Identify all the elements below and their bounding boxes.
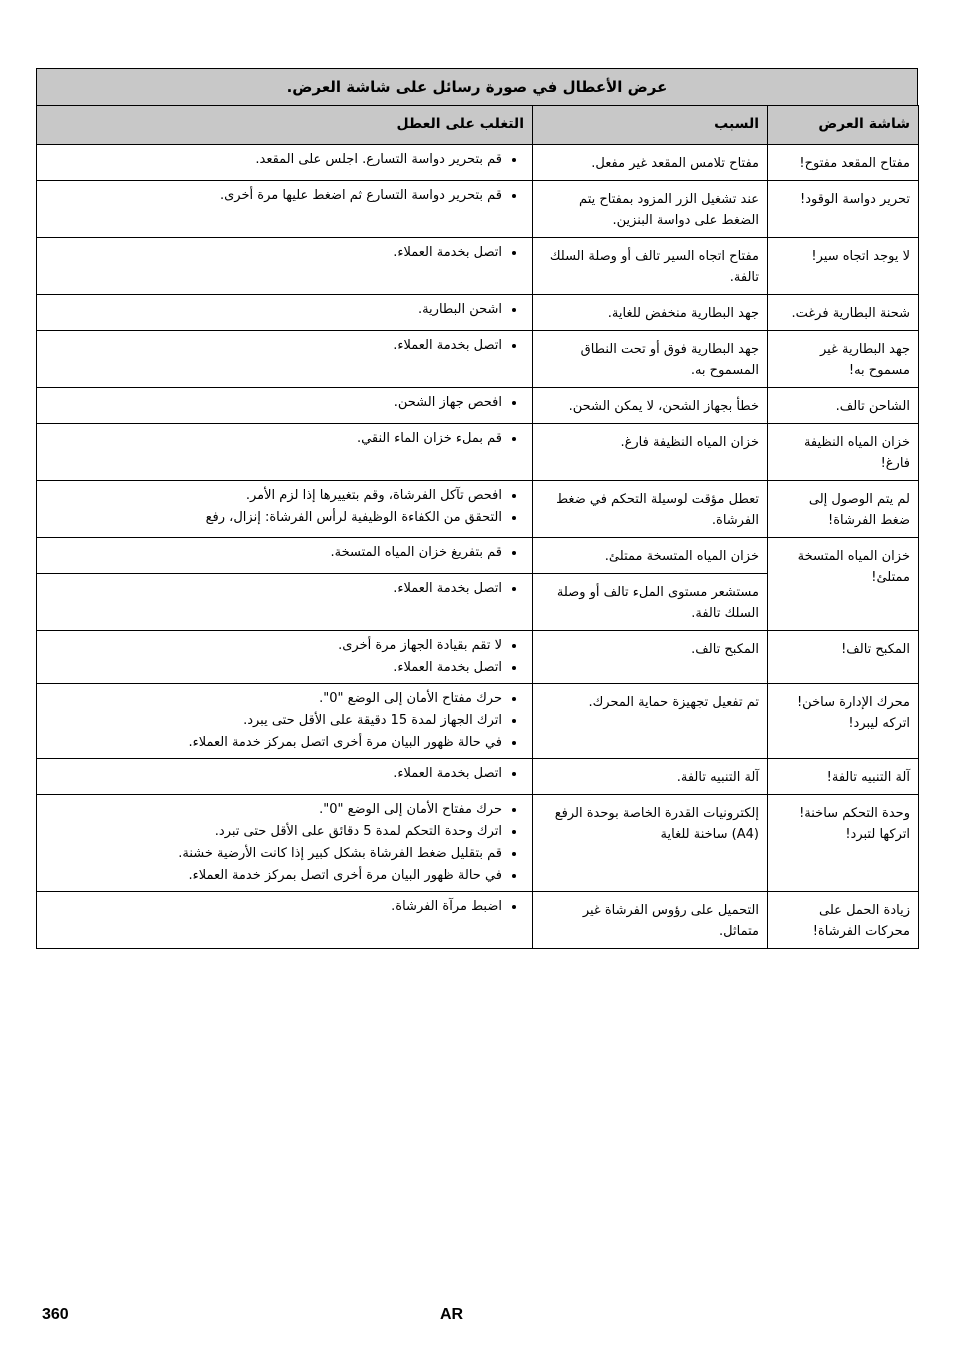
display-message-cell: جهد البطارية غير مسموح به! <box>768 331 919 388</box>
remedy-item: • حرك مفتاح الأمان إلى الوضع "0". <box>45 799 502 821</box>
remedy-cell <box>37 481 533 538</box>
remedy-cell <box>37 759 533 795</box>
remedy-cell <box>37 892 533 949</box>
remedy-cell <box>37 388 533 424</box>
remedy-list <box>45 299 524 321</box>
remedy-item: • اشحن البطارية. <box>45 299 502 321</box>
remedy-item: • قم بتحرير دواسة التسارع ثم اضغط عليها مرة أخرى. <box>45 185 502 207</box>
table-title: عرض الأعطال في صورة رسائل على شاشة العرض. <box>36 68 918 105</box>
cause-cell: خطأ بجهاز الشحن، لا يمكن الشحن. <box>533 388 768 424</box>
cause-cell: جهد البطارية منخفض للغاية. <box>533 295 768 331</box>
header-display: شاشة العرض <box>768 106 919 145</box>
language-code: AR <box>440 1306 464 1323</box>
table-row <box>37 538 919 574</box>
display-message-cell: خزان المياه النظيفة فارغ! <box>768 424 919 481</box>
table-row <box>37 892 919 949</box>
remedy-list <box>45 149 524 171</box>
table-row <box>37 331 919 388</box>
cause-cell: تم تفعيل تجهيزة حماية المحرك. <box>533 684 768 759</box>
remedy-cell <box>37 424 533 481</box>
table-row <box>37 759 919 795</box>
cause-cell: جهد البطارية فوق أو تحت النطاق المسموح به. <box>533 331 768 388</box>
remedy-list <box>45 392 524 414</box>
table-row <box>37 238 919 295</box>
table-row <box>37 481 919 538</box>
remedy-list <box>45 763 524 785</box>
remedy-list <box>45 185 524 207</box>
fault-table <box>36 105 919 949</box>
fault-table-container <box>36 68 918 949</box>
cause-cell: تعطل مؤقت لوسيلة التحكم في ضغط الفرشاة. <box>533 481 768 538</box>
remedy-item: • لا تقم بقيادة الجهاز مرة أخرى. <box>45 635 502 657</box>
remedy-cell <box>37 145 533 181</box>
cause-cell: آلة التنبيه تالفة. <box>533 759 768 795</box>
table-row <box>37 145 919 181</box>
cause-cell: عند تشغيل الزر المزود بمفتاح يتم الضغط على دواسة البنزين. <box>533 181 768 238</box>
remedy-item: • اترك وحدة التحكم لمدة 5 دقائق على الأقل حتى تبرد. <box>45 821 502 843</box>
table-row <box>37 795 919 892</box>
display-message-cell: المكبح تالف! <box>768 631 919 684</box>
remedy-list <box>45 242 524 264</box>
display-message-cell: زيادة الحمل على محركات الفرشاة! <box>768 892 919 949</box>
display-message-cell: وحدة التحكم ساخنة! اتركها لتبرد! <box>768 795 919 892</box>
remedy-list <box>45 428 524 450</box>
remedy-item: • افحص تآكل الفرشاة، وقم بتغييرها إذا لزم الأمر. <box>45 485 502 507</box>
remedy-list <box>45 335 524 357</box>
remedy-list <box>45 542 524 564</box>
remedy-cell <box>37 631 533 684</box>
cause-cell: مفتاح اتجاه السير تالف أو وصلة السلك تالفة. <box>533 238 768 295</box>
table-row <box>37 424 919 481</box>
remedy-item: • في حالة ظهور البيان مرة أخرى اتصل بمركز خدمة العملاء. <box>45 865 502 887</box>
remedy-item: • قم بتحرير دواسة التسارع. اجلس على المقعد. <box>45 149 502 171</box>
cause-cell: التحميل على رؤوس الفرشاة غير متماثل. <box>533 892 768 949</box>
remedy-item: • اضبط مرآة الفرشاة. <box>45 896 502 918</box>
remedy-list <box>45 485 524 529</box>
remedy-item: • اتصل بخدمة العملاء. <box>45 242 502 264</box>
table-row <box>37 631 919 684</box>
remedy-item: • اتصل بخدمة العملاء. <box>45 763 502 785</box>
remedy-list <box>45 635 524 679</box>
display-message-cell: آلة التنبيه تالفة! <box>768 759 919 795</box>
cause-cell: مفتاح تلامس المقعد غير مفعل. <box>533 145 768 181</box>
display-message-cell: مفتاح المقعد مفتوح! <box>768 145 919 181</box>
remedy-cell <box>37 684 533 759</box>
table-row <box>37 181 919 238</box>
remedy-item: • التحقق من الكفاءة الوظيفية لرأس الفرشاة: إنزال، رفع <box>45 507 502 529</box>
display-message-cell: محرك الإدارة ساخن! اتركه ليبرد! <box>768 684 919 759</box>
cause-cell: مستشعر مستوى الملء تالف أو وصلة السلك تالفة. <box>533 574 768 631</box>
remedy-item: • اترك الجهاز لمدة 15 دقيقة على الأقل حتى يبرد. <box>45 710 502 732</box>
remedy-cell <box>37 295 533 331</box>
remedy-item: • قم بملء خزان الماء النقي. <box>45 428 502 450</box>
cause-cell: المكبح تالف. <box>533 631 768 684</box>
remedy-list <box>45 578 524 600</box>
cause-cell: إلكترونيات القدرة الخاصة بوحدة الرفع (A4) ساخنة للغاية <box>533 795 768 892</box>
remedy-list <box>45 896 524 918</box>
cause-cell: خزان المياه المتسخة ممتلئ. <box>533 538 768 574</box>
page-number: 360 <box>42 1306 69 1323</box>
remedy-cell <box>37 238 533 295</box>
remedy-item: • قم بتقليل ضغط الفرشاة بشكل كبير إذا كانت الأرضية خشنة. <box>45 843 502 865</box>
table-body <box>37 145 919 949</box>
remedy-item: • قم بتفريغ خزان المياه المتسخة. <box>45 542 502 564</box>
display-message-cell: شحنة البطارية فرغت. <box>768 295 919 331</box>
remedy-item: • اتصل بخدمة العملاء. <box>45 335 502 357</box>
display-message-cell: لا يوجد اتجاه سير! <box>768 238 919 295</box>
remedy-cell <box>37 181 533 238</box>
remedy-list <box>45 799 524 887</box>
remedy-cell <box>37 574 533 631</box>
remedy-item: • افحص جهاز الشحن. <box>45 392 502 414</box>
display-message-cell: خزان المياه المتسخة ممتلئ! <box>768 538 919 631</box>
remedy-item: • في حالة ظهور البيان مرة أخرى اتصل بمركز خدمة العملاء. <box>45 732 502 754</box>
display-message-cell: تحرير دواسة الوقود! <box>768 181 919 238</box>
header-cause: السبب <box>533 106 768 145</box>
display-message-cell: الشاحن تالف. <box>768 388 919 424</box>
display-message-cell: لم يتم الوصول إلى ضغط الفرشاة! <box>768 481 919 538</box>
remedy-list <box>45 688 524 754</box>
remedy-item: • اتصل بخدمة العملاء. <box>45 578 502 600</box>
table-row <box>37 388 919 424</box>
cause-cell: خزان المياه النظيفة فارغ. <box>533 424 768 481</box>
remedy-cell <box>37 331 533 388</box>
table-header-row <box>37 106 919 145</box>
header-remedy: التغلب على العطل <box>37 106 533 145</box>
table-row <box>37 684 919 759</box>
table-row <box>37 295 919 331</box>
remedy-cell <box>37 795 533 892</box>
remedy-item: • اتصل بخدمة العملاء. <box>45 657 502 679</box>
remedy-item: • حرك مفتاح الأمان إلى الوضع "0". <box>45 688 502 710</box>
remedy-cell <box>37 538 533 574</box>
